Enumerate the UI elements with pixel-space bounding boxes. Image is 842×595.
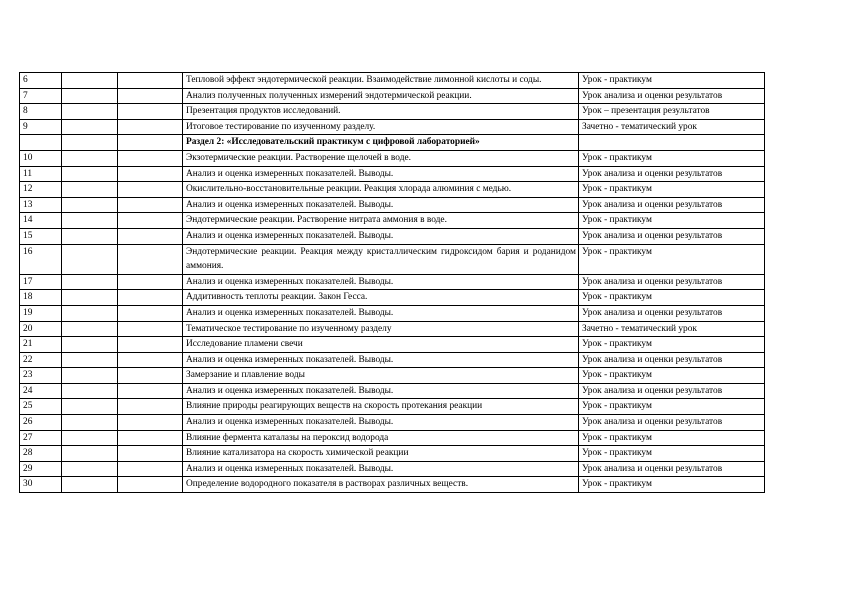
lesson-type-cell: Урок - практикум (579, 150, 765, 166)
date-plan-cell (62, 415, 118, 431)
date-fact-cell (118, 73, 183, 89)
date-plan-cell (62, 244, 118, 274)
table-row (20, 73, 765, 89)
date-plan-cell (62, 88, 118, 104)
lesson-type-cell: Урок - практикум (579, 477, 765, 493)
table-row (20, 244, 765, 274)
date-plan-cell (62, 119, 118, 135)
lesson-type-cell: Урок - практикум (579, 290, 765, 306)
date-plan-cell (62, 477, 118, 493)
lesson-number-cell: 12 (20, 182, 62, 198)
table-row (20, 166, 765, 182)
date-fact-cell (118, 305, 183, 321)
date-fact-cell (118, 88, 183, 104)
lesson-topic-cell: Анализ и оценка измеренных показателей. Выводы. (183, 274, 579, 290)
date-fact-cell (118, 135, 183, 151)
table-row (20, 321, 765, 337)
date-plan-cell (62, 104, 118, 120)
date-fact-cell (118, 383, 183, 399)
lesson-type-cell: Урок анализа и оценки результатов (579, 352, 765, 368)
lesson-topic-cell: Влияние катализатора на скорость химической реакции (183, 446, 579, 462)
date-plan-cell (62, 166, 118, 182)
lesson-type-cell: Урок - практикум (579, 430, 765, 446)
lesson-type-cell: Урок анализа и оценки результатов (579, 166, 765, 182)
lesson-type-cell: Урок анализа и оценки результатов (579, 383, 765, 399)
lesson-type-cell: Зачетно - тематический урок (579, 321, 765, 337)
lesson-topic-cell: Анализ и оценка измеренных показателей. Выводы. (183, 166, 579, 182)
lesson-type-cell: Урок - практикум (579, 337, 765, 353)
lesson-number-cell: 15 (20, 228, 62, 244)
lesson-type-cell: Урок – презентация результатов (579, 104, 765, 120)
lesson-type-cell (579, 135, 765, 151)
date-fact-cell (118, 150, 183, 166)
table-row (20, 461, 765, 477)
lesson-topic-cell: Тематическое тестирование по изученному разделу (183, 321, 579, 337)
date-plan-cell (62, 399, 118, 415)
lesson-topic-cell: Анализ и оценка измеренных показателей. Выводы. (183, 415, 579, 431)
lesson-number-cell: 27 (20, 430, 62, 446)
lesson-topic-cell: Анализ полученных полученных измерений эндотермической реакции. (183, 88, 579, 104)
date-plan-cell (62, 228, 118, 244)
lesson-type-cell: Урок - практикум (579, 182, 765, 198)
date-fact-cell (118, 166, 183, 182)
table-row (20, 290, 765, 306)
lesson-type-cell: Урок анализа и оценки результатов (579, 305, 765, 321)
lesson-type-cell: Урок анализа и оценки результатов (579, 415, 765, 431)
lesson-number-cell: 20 (20, 321, 62, 337)
lesson-topic-cell: Влияние фермента каталазы на пероксид водорода (183, 430, 579, 446)
date-fact-cell (118, 430, 183, 446)
table-row (20, 274, 765, 290)
lesson-topic-cell: Презентация продуктов исследований. (183, 104, 579, 120)
table-row (20, 415, 765, 431)
lesson-number-cell: 26 (20, 415, 62, 431)
date-fact-cell (118, 182, 183, 198)
lesson-topic-cell: Аддитивность теплоты реакции. Закон Гесса. (183, 290, 579, 306)
table-row (20, 430, 765, 446)
lesson-topic-cell: Замерзание и плавление воды (183, 368, 579, 384)
date-fact-cell (118, 368, 183, 384)
date-fact-cell (118, 352, 183, 368)
lesson-number-cell: 30 (20, 477, 62, 493)
lesson-number-cell: 13 (20, 197, 62, 213)
date-plan-cell (62, 321, 118, 337)
date-plan-cell (62, 430, 118, 446)
table-row (20, 383, 765, 399)
lesson-number-cell: 23 (20, 368, 62, 384)
date-fact-cell (118, 119, 183, 135)
table-row (20, 399, 765, 415)
table-row (20, 119, 765, 135)
date-plan-cell (62, 73, 118, 89)
date-fact-cell (118, 415, 183, 431)
date-fact-cell (118, 290, 183, 306)
lesson-type-cell: Урок - практикум (579, 446, 765, 462)
date-fact-cell (118, 274, 183, 290)
date-plan-cell (62, 274, 118, 290)
lesson-number-cell: 18 (20, 290, 62, 306)
date-plan-cell (62, 290, 118, 306)
lesson-number-cell: 21 (20, 337, 62, 353)
table-row (20, 228, 765, 244)
lesson-number-cell: 17 (20, 274, 62, 290)
date-plan-cell (62, 182, 118, 198)
date-plan-cell (62, 383, 118, 399)
date-plan-cell (62, 213, 118, 229)
date-fact-cell (118, 104, 183, 120)
lesson-topic-cell: Окислительно-восстановительные реакции. Реакция хлорада алюминия с медью. (183, 182, 579, 198)
lesson-number-cell: 16 (20, 244, 62, 274)
date-fact-cell (118, 228, 183, 244)
lesson-topic-cell: Тепловой эффект эндотермической реакции. Взаимодействие лимонной кислоты и соды. (183, 73, 579, 89)
lesson-number-cell: 14 (20, 213, 62, 229)
lesson-type-cell: Урок анализа и оценки результатов (579, 461, 765, 477)
lesson-number-cell: 7 (20, 88, 62, 104)
lesson-number-cell (20, 135, 62, 151)
date-plan-cell (62, 461, 118, 477)
date-plan-cell (62, 305, 118, 321)
lesson-type-cell: Урок анализа и оценки результатов (579, 274, 765, 290)
lesson-topic-cell: Анализ и оценка измеренных показателей. Выводы. (183, 305, 579, 321)
date-plan-cell (62, 135, 118, 151)
lesson-topic-cell: Анализ и оценка измеренных показателей. Выводы. (183, 197, 579, 213)
table-row (20, 477, 765, 493)
lesson-topic-cell: Анализ и оценка измеренных показателей. Выводы. (183, 352, 579, 368)
table-row (20, 352, 765, 368)
table-row (20, 150, 765, 166)
table-row (20, 446, 765, 462)
lesson-number-cell: 28 (20, 446, 62, 462)
lesson-topic-cell: Анализ и оценка измеренных показателей. Выводы. (183, 461, 579, 477)
lesson-type-cell: Урок - практикум (579, 73, 765, 89)
lesson-number-cell: 10 (20, 150, 62, 166)
date-plan-cell (62, 352, 118, 368)
lesson-topic-cell: Итоговое тестирование по изученному разделу. (183, 119, 579, 135)
lesson-topic-cell: Эндотермические реакции. Реакция между кристаллическим гидроксидом бария и роданидом аммония. (183, 244, 579, 274)
date-plan-cell (62, 337, 118, 353)
date-fact-cell (118, 446, 183, 462)
lesson-plan-table-body (20, 73, 765, 493)
date-fact-cell (118, 477, 183, 493)
date-plan-cell (62, 446, 118, 462)
lesson-number-cell: 11 (20, 166, 62, 182)
lesson-type-cell: Урок анализа и оценки результатов (579, 197, 765, 213)
date-fact-cell (118, 337, 183, 353)
date-plan-cell (62, 150, 118, 166)
lesson-topic-cell: Влияние природы реагирующих веществ на скорость протекания реакции (183, 399, 579, 415)
lesson-topic-cell: Исследование пламени свечи (183, 337, 579, 353)
lesson-number-cell: 25 (20, 399, 62, 415)
lesson-number-cell: 9 (20, 119, 62, 135)
table-row (20, 305, 765, 321)
table-row (20, 213, 765, 229)
lesson-plan-table (19, 72, 765, 493)
lesson-topic-cell: Анализ и оценка измеренных показателей. Выводы. (183, 228, 579, 244)
date-fact-cell (118, 399, 183, 415)
lesson-type-cell: Урок - практикум (579, 368, 765, 384)
date-fact-cell (118, 213, 183, 229)
lesson-topic-cell: Определение водородного показателя в растворах различных веществ. (183, 477, 579, 493)
lesson-number-cell: 6 (20, 73, 62, 89)
lesson-type-cell: Урок анализа и оценки результатов (579, 88, 765, 104)
section-title-cell: Раздел 2: «Исследовательский практикум с цифровой лабораторией» (183, 135, 579, 151)
date-plan-cell (62, 368, 118, 384)
date-fact-cell (118, 244, 183, 274)
date-fact-cell (118, 321, 183, 337)
lesson-number-cell: 24 (20, 383, 62, 399)
table-row (20, 197, 765, 213)
lesson-number-cell: 8 (20, 104, 62, 120)
table-row (20, 182, 765, 198)
lesson-type-cell: Зачетно - тематический урок (579, 119, 765, 135)
date-fact-cell (118, 197, 183, 213)
lesson-topic-cell: Эндотермические реакции. Растворение нитрата аммония в воде. (183, 213, 579, 229)
lesson-topic-cell: Экзотермические реакции. Растворение щелочей в воде. (183, 150, 579, 166)
lesson-topic-cell: Анализ и оценка измеренных показателей. Выводы. (183, 383, 579, 399)
table-row (20, 88, 765, 104)
lesson-number-cell: 19 (20, 305, 62, 321)
table-row (20, 104, 765, 120)
lesson-number-cell: 29 (20, 461, 62, 477)
date-fact-cell (118, 461, 183, 477)
lesson-type-cell: Урок - практикум (579, 213, 765, 229)
lesson-type-cell: Урок - практикум (579, 244, 765, 274)
lesson-type-cell: Урок - практикум (579, 399, 765, 415)
lesson-number-cell: 22 (20, 352, 62, 368)
date-plan-cell (62, 197, 118, 213)
table-row (20, 337, 765, 353)
table-row (20, 368, 765, 384)
section-header-row (20, 135, 765, 151)
lesson-type-cell: Урок анализа и оценки результатов (579, 228, 765, 244)
